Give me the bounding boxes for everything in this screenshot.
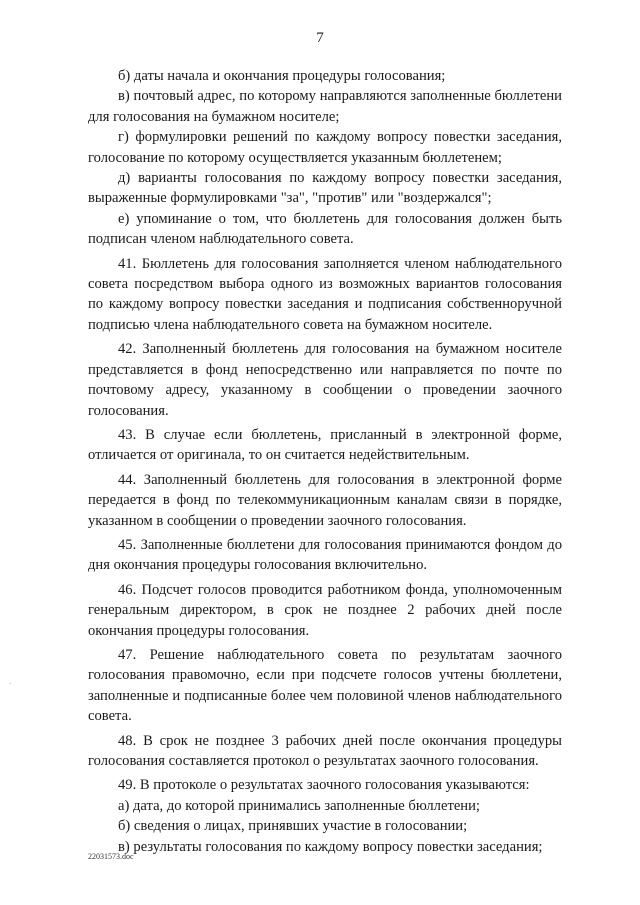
document-body — [88, 66, 562, 857]
paragraph: а) дата, до которой принимались заполненные бюллетени; — [118, 797, 480, 814]
paragraph: 49. В протоколе о результатах заочного голосования указываются: — [118, 777, 530, 794]
paragraph: е) упоминание о том, что бюллетень для голосования должен быть подписан членом наблюдательного совета. — [88, 210, 562, 248]
paragraph: 42. Заполненный бюллетень для голосования на бумажном носителе представляется в фонд непосредственно или направляется по почте по почтовому адресу, указанному в сообщении о проведении заочного голосования. — [88, 341, 562, 419]
paragraph: 48. В срок не позднее 3 рабочих дней после окончания процедуры голосования составляется протокол о результатах заочного голосования. — [88, 732, 562, 769]
document-filename: 22031573.doc — [88, 852, 134, 861]
paragraph: г) формулировки решений по каждому вопросу повестки заседания, голосование по которому осуществляется указанным бюллетенем; — [88, 129, 562, 166]
paragraph: 41. Бюллетень для голосования заполняется членом наблюдательного совета посредством выбора одного из возможных вариантов голосования по каждому вопросу повестки заседания и подписания собственноручной подписью члена наблюдательного совета на бумажном носителе. — [88, 255, 562, 333]
paragraph: в) почтовый адрес, по которому направляются заполненные бюллетени для голосования на бумажном носителе; — [88, 88, 562, 125]
paragraph: в) результаты голосования по каждому вопросу повестки заседания; — [118, 838, 543, 855]
paragraph: б) даты начала и окончания процедуры голосования; — [118, 68, 446, 84]
paragraph: б) сведения о лицах, принявших участие в голосовании; — [118, 818, 468, 835]
paragraph: д) варианты голосования по каждому вопросу повестки заседания, выраженные формулировками "за", "против" или "воздержался"; — [88, 170, 562, 207]
paragraph: 44. Заполненный бюллетень для голосования в электронной форме передается в фонд по телекоммуникационным каналам связи в порядке, указанном в сообщении о проведении заочного голосования. — [88, 471, 562, 529]
paragraph: 43. В случае если бюллетень, присланный в электронной форме, отличается от оригинала, то он считается недействительным. — [88, 426, 562, 464]
paragraph: 45. Заполненные бюллетени для голосования принимаются фондом до дня окончания процедуры голосования включительно. — [88, 536, 562, 574]
scan-artifact — [10, 683, 11, 684]
page-number: 7 — [316, 30, 324, 46]
paragraph: 47. Решение наблюдательного совета по результатам заочного голосования правомочно, если при подсчете голосов учтены бюллетени, заполненные и подписанные более чем половиной членов наблюдательного совета. — [88, 646, 562, 725]
paragraph: 46. Подсчет голосов проводится работником фонда, уполномоченным генеральным директором, в срок не позднее 2 рабочих дней после окончания процедуры голосования. — [88, 581, 562, 639]
